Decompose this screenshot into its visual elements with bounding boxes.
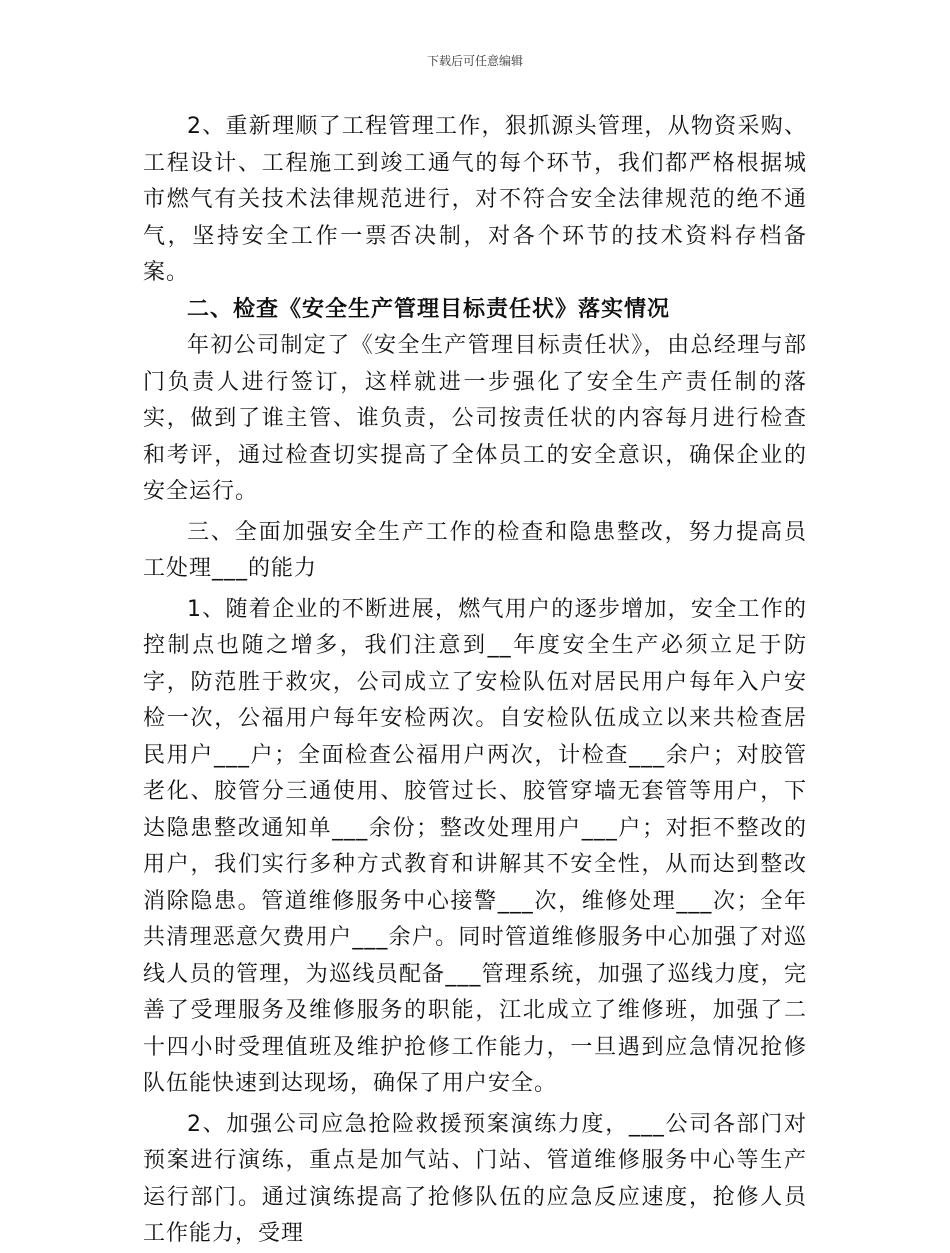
- paragraph-emergency-drills: 2、加强公司应急抢险救援预案演练力度，___公司各部门对预案进行演练，重点是加气站、门站、管道维修服务中心等生产运行部门。通过演练提高了抢修队伍的应急反应速度，抢修人员工作能力，受理: [143, 1111, 807, 1246]
- paragraph-inspection-details: 1、随着企业的不断进展，燃气用户的逐步增加，安全工作的控制点也随之增多，我们注意到__年度安全生产必须立足于防字，防范胜于救灾，公司成立了安检队伍对居民用户每年入户安检一次，公福用户每年安检两次。自安检队伍成立以来共检查居民用户___户；全面检查公福用户两次，计检查___余户；对胶管老化、胶管分三通使用、胶管过长、胶管穿墙无套管等用户，下达隐患整改通知单___余份；整改处理用户___户；对拒不整改的用户，我们实行多种方式教育和讲解其不安全性，从而达到整改消除隐患。管道维修服务中心接警___次，维修处理___次；全年共清理恶意欠费用户___余户。同时管道维修服务中心加强了对巡线人员的管理，为巡线员配备___管理系统，加强了巡线力度，完善了受理服务及维修服务的职能，江北成立了维修班，加强了二十四小时受理值班及维护抢修工作能力，一旦遇到应急情况抢修队伍能快速到达现场，确保了用户安全。: [143, 596, 807, 1096]
- section-heading-responsibility: 二、检查《安全生产管理目标责任状》落实情况: [187, 296, 671, 322]
- paragraph-engineering-management: 2、重新理顺了工程管理工作，狠抓源头管理，从物资采购、工程设计、工程施工到竣工通气的每个环节，我们都严格根据城市燃气有关技术法律规范进行，对不符合安全法律规范的绝不通气，坚持安全工作一票否决制，对各个环节的技术资料存档备案。: [143, 114, 807, 285]
- section-heading-inspection: 三、全面加强安全生产工作的检查和隐患整改，努力提高员工处理___的能力: [143, 519, 807, 581]
- document-body: [143, 109, 807, 1253]
- paragraph-responsibility: 年初公司制定了《安全生产管理目标责任状》，由总经理与部门负责人进行签订，这样就进一步强化了安全生产责任制的落实，做到了谁主管、谁负责，公司按责任状的内容每月进行检查和考评，通过检查切实提高了全体员工的安全意识，确保企业的安全运行。: [143, 333, 807, 504]
- page-header: 下载后可任意编辑: [426, 54, 523, 68]
